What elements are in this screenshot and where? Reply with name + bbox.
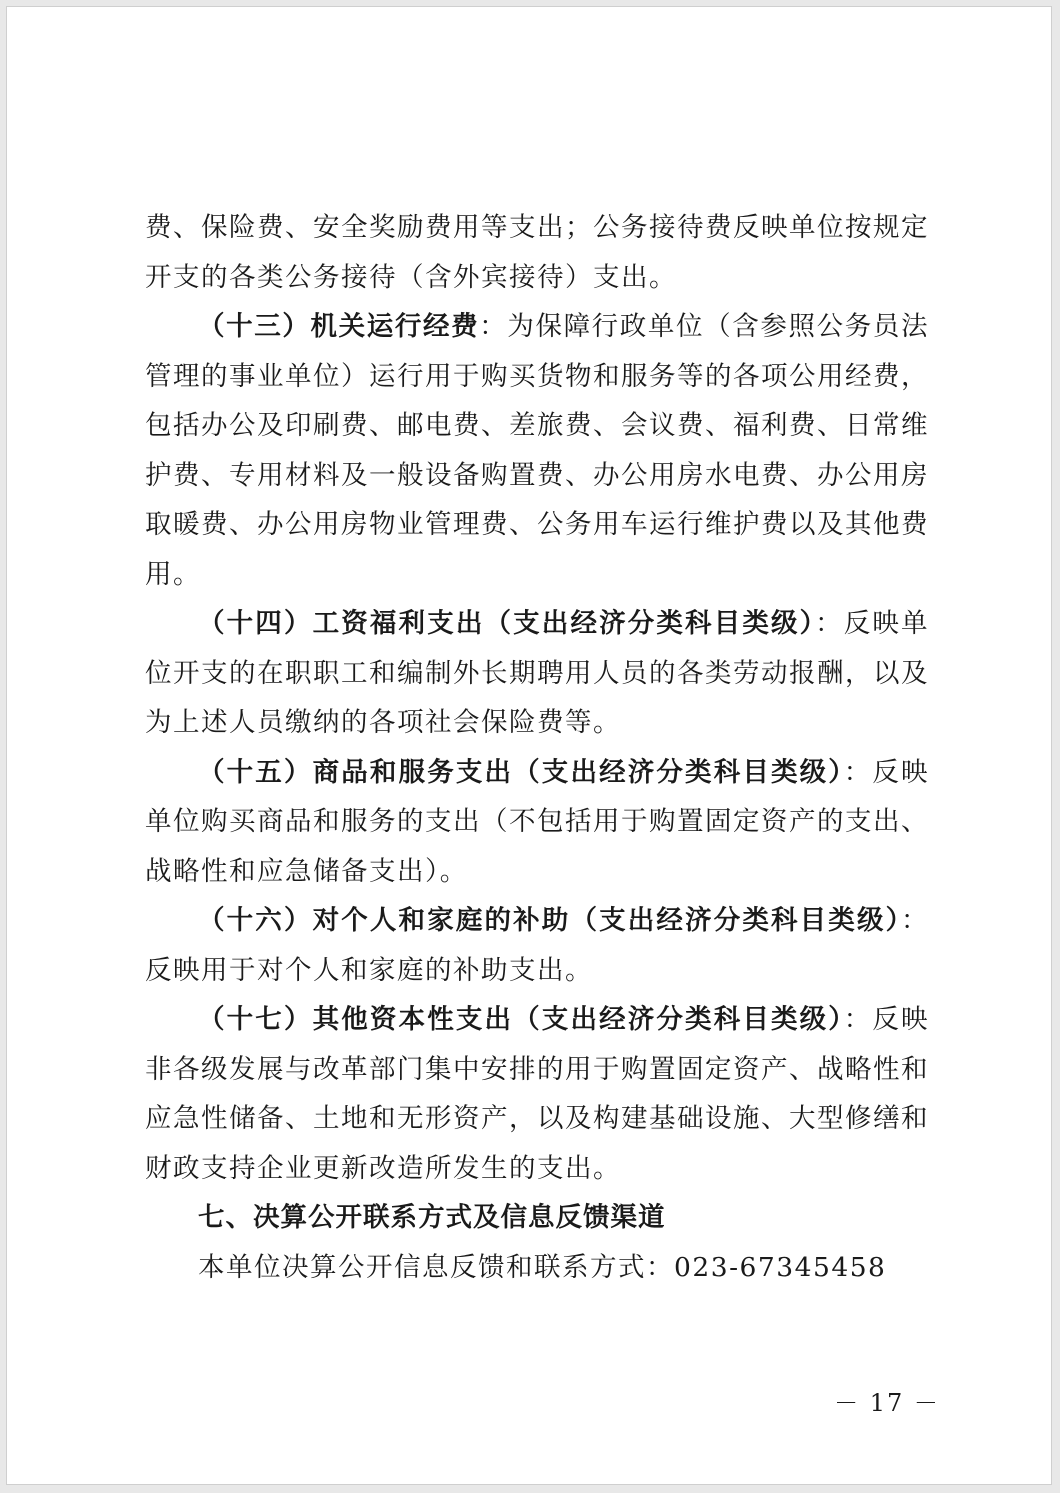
item-heading: （十六）对个人和家庭的补助（支出经济分类科目类级） (198, 905, 901, 936)
paragraph-16 (145, 896, 929, 995)
document-page (6, 6, 1052, 1485)
paragraph-13 (145, 302, 929, 599)
page-content (145, 203, 929, 1292)
item-body: ：反映用于对个人和家庭的补助支出。 (145, 905, 929, 986)
paragraph-14 (145, 599, 929, 748)
item-heading: （十三）机关运行经费 (198, 311, 480, 342)
item-body: ：为保障行政单位（含参照公务员法管理的事业单位）运行用于购买货物和服务等的各项公用经费，包括办公及印刷费、邮电费、差旅费、会议费、福利费、日常维护费、专用材料及一般设备购置费、办公用房水电费、办公用房取暖费、办公用房物业管理费、公务用车运行维护费以及其他费用。 (145, 311, 930, 590)
item-heading: （十七）其他资本性支出（支出经济分类科目类级） (198, 1004, 844, 1035)
contact-line: 本单位决算公开信息反馈和联系方式：023-67345458 (198, 1251, 887, 1283)
page-number: － 17 － (834, 1389, 940, 1417)
paragraph-text: 费、保险费、安全奖励费用等支出；公务接待费反映单位按规定开支的各类公务接待（含外宾接待）支出。 (145, 212, 929, 293)
item-heading: （十五）商品和服务支出（支出经济分类科目类级） (198, 756, 844, 788)
paragraph-15 (145, 748, 929, 897)
paragraph-17 (145, 995, 929, 1193)
item-body: ：反映单位购买商品和服务的支出（不包括用于购置固定资产的支出、战略性和应急储备支出）。 (145, 756, 930, 887)
item-body: ：反映单位开支的在职职工和编制外长期聘用人员的各类劳动报酬，以及为上述人员缴纳的各项社会保险费等。 (145, 608, 930, 738)
item-heading: （十四）工资福利支出（支出经济分类科目类级） (198, 608, 816, 639)
item-body: ：反映非各级发展与改革部门集中安排的用于购置固定资产、战略性和应急性储备、土地和无形资产，以及构建基础设施、大型修缮和财政支持企业更新改造所发生的支出。 (145, 1004, 930, 1184)
section-heading: 七、决算公开联系方式及信息反馈渠道 (198, 1202, 666, 1233)
paragraph-continuation (145, 203, 929, 302)
